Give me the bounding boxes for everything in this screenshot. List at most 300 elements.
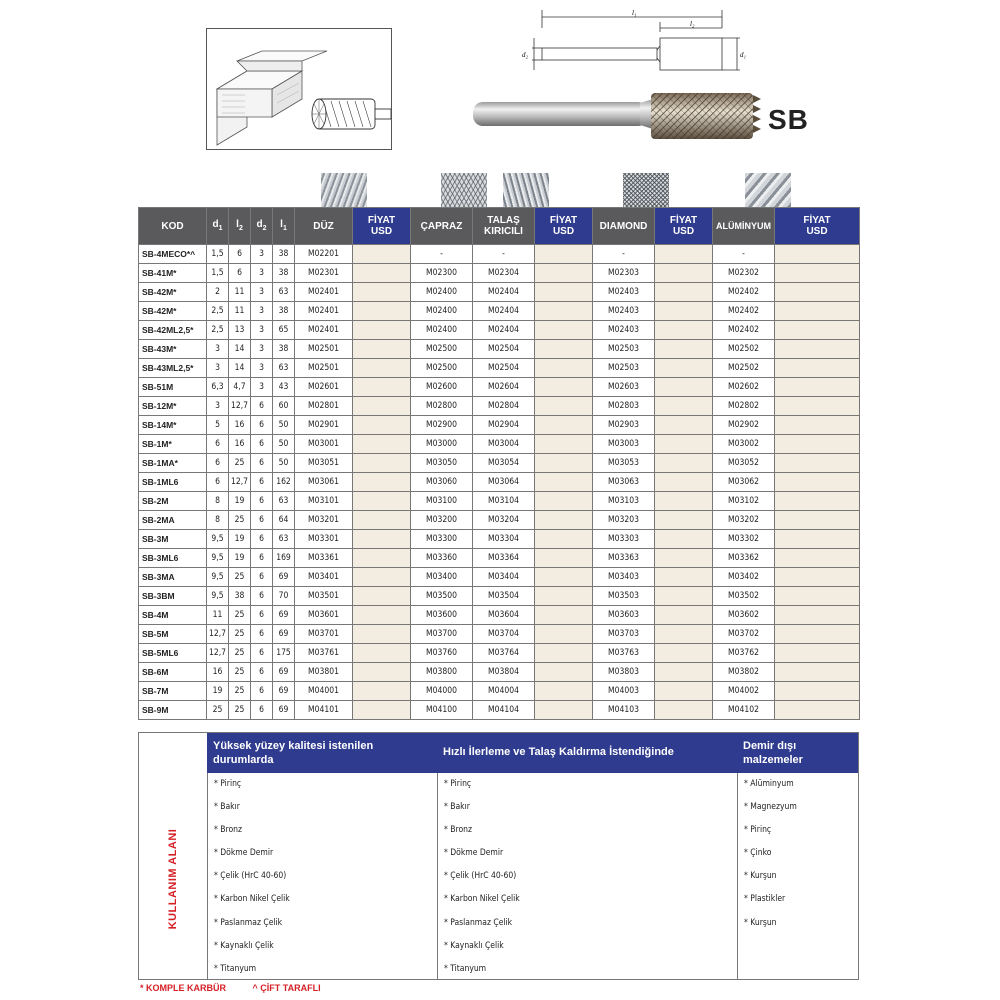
cell-capraz: M02900: [411, 416, 473, 435]
cell-kod: SB-1M*: [139, 435, 207, 454]
price-cell: [353, 264, 411, 283]
cell-diamond: M02503: [593, 359, 655, 378]
price-cell: [535, 492, 593, 511]
usage-list-item: * Çelik (HrC 40-60): [214, 871, 287, 882]
usage-list-item: * Pirinç: [444, 779, 472, 789]
cell-l1: 63: [273, 283, 295, 302]
price-cell: [353, 454, 411, 473]
cell-l2: 25: [229, 701, 251, 720]
cell-alu: M02502: [713, 359, 775, 378]
cell-l1: 65: [273, 321, 295, 340]
cell-talas: M02904: [473, 416, 535, 435]
cell-alu: M02402: [713, 283, 775, 302]
cell-d2: 3: [251, 340, 273, 359]
cell-talas: M03804: [473, 663, 535, 682]
price-cell: [353, 416, 411, 435]
cell-alu: M02802: [713, 397, 775, 416]
cell-l1: 63: [273, 492, 295, 511]
cell-talas: M02404: [473, 321, 535, 340]
cell-alu: M04102: [713, 701, 775, 720]
usage-side-label: KULLANIM ALANI: [167, 828, 179, 930]
product-title: SB: [768, 104, 809, 135]
cell-l1: 162: [273, 473, 295, 492]
cell-diamond: M03403: [593, 568, 655, 587]
price-cell: [353, 378, 411, 397]
cell-capraz: M04100: [411, 701, 473, 720]
cell-l1: 169: [273, 549, 295, 568]
cell-d1: 6: [207, 473, 229, 492]
price-cell: [655, 378, 713, 397]
duz-cut-thumbnail: [321, 173, 367, 207]
usage-list-item: * Kaynaklı Çelik: [214, 940, 274, 951]
cell-kod: SB-14M*: [139, 416, 207, 435]
cell-kod: SB-43ML2,5*: [139, 359, 207, 378]
cell-d1: 9,5: [207, 568, 229, 587]
header-aluminyum: ALÜMİNYUM: [713, 208, 775, 245]
cell-d1: 8: [207, 511, 229, 530]
cell-duz: M03601: [295, 606, 353, 625]
price-cell: [353, 530, 411, 549]
cell-talas: M03604: [473, 606, 535, 625]
cell-capraz: M02500: [411, 359, 473, 378]
price-cell: [775, 701, 860, 720]
header-d2: $d_2$: [251, 208, 273, 245]
price-cell: [353, 302, 411, 321]
header-capraz: ÇAPRAZ: [411, 208, 473, 245]
price-cell: [353, 625, 411, 644]
technical-drawing: [512, 8, 762, 78]
price-cell: [535, 283, 593, 302]
header-fiyat-usd: FİYAT USD: [655, 208, 713, 245]
footer-notes: [140, 983, 345, 993]
talas-cut-thumbnail: [503, 173, 549, 207]
cell-talas: M03004: [473, 435, 535, 454]
cell-d2: 6: [251, 416, 273, 435]
cell-l1: 64: [273, 511, 295, 530]
cell-kod: SB-7M: [139, 682, 207, 701]
table-row: [139, 378, 860, 397]
cell-capraz: M02400: [411, 321, 473, 340]
cell-capraz: M03800: [411, 663, 473, 682]
cell-d1: 6: [207, 454, 229, 473]
price-cell: [535, 302, 593, 321]
cell-talas: M02504: [473, 359, 535, 378]
cell-duz: M04101: [295, 701, 353, 720]
price-cell: [535, 606, 593, 625]
cell-kod: SB-5M: [139, 625, 207, 644]
price-cell: [535, 321, 593, 340]
cell-l2: 16: [229, 416, 251, 435]
header-fiyat-usd: FİYAT USD: [775, 208, 860, 245]
cell-l1: 38: [273, 340, 295, 359]
price-cell: [775, 492, 860, 511]
cell-d2: 6: [251, 587, 273, 606]
d1-label: d₁: [740, 51, 746, 59]
cell-alu: M03202: [713, 511, 775, 530]
cell-capraz: M03700: [411, 625, 473, 644]
cell-kod: SB-51M: [139, 378, 207, 397]
header-talas-kirici: TALAŞ KIRICILI: [473, 208, 535, 245]
cell-d1: 6,3: [207, 378, 229, 397]
price-cell: [353, 606, 411, 625]
cell-l2: 25: [229, 454, 251, 473]
cell-d2: 6: [251, 511, 273, 530]
price-cell: [353, 492, 411, 511]
price-cell: [775, 416, 860, 435]
price-cell: [535, 416, 593, 435]
table-row: [139, 454, 860, 473]
price-cell: [353, 359, 411, 378]
price-cell: [775, 435, 860, 454]
cell-d1: 2: [207, 283, 229, 302]
cell-d2: 3: [251, 302, 273, 321]
cell-l2: 16: [229, 435, 251, 454]
cell-diamond: M04103: [593, 701, 655, 720]
cell-talas: M04004: [473, 682, 535, 701]
price-cell: [655, 359, 713, 378]
cell-d1: 6: [207, 435, 229, 454]
cell-d1: 1,5: [207, 264, 229, 283]
table-row: [139, 397, 860, 416]
price-cell: [655, 473, 713, 492]
cell-diamond: M03603: [593, 606, 655, 625]
price-cell: [775, 397, 860, 416]
table-row: [139, 302, 860, 321]
price-cell: [775, 644, 860, 663]
price-cell: [775, 682, 860, 701]
cell-capraz: M03000: [411, 435, 473, 454]
cell-capraz: M03100: [411, 492, 473, 511]
cell-talas: M02804: [473, 397, 535, 416]
cell-capraz: M03050: [411, 454, 473, 473]
price-cell: [775, 283, 860, 302]
cell-alu: M03502: [713, 587, 775, 606]
cell-diamond: M03803: [593, 663, 655, 682]
cell-diamond: M02903: [593, 416, 655, 435]
cell-d1: 2,5: [207, 321, 229, 340]
cell-kod: SB-6M: [139, 663, 207, 682]
table-row: [139, 283, 860, 302]
cell-l1: 50: [273, 416, 295, 435]
cell-l2: 12,7: [229, 473, 251, 492]
cell-capraz: M02500: [411, 340, 473, 359]
usage-list-item: * Karbon Nikel Çelik: [214, 894, 290, 905]
cell-l2: 25: [229, 682, 251, 701]
table-row: [139, 492, 860, 511]
cell-l1: 63: [273, 359, 295, 378]
cell-diamond: M03703: [593, 625, 655, 644]
cell-diamond: M03763: [593, 644, 655, 663]
cell-alu: -: [713, 245, 775, 264]
cell-diamond: M02403: [593, 321, 655, 340]
price-cell: [353, 321, 411, 340]
header-l2: $l_2$: [229, 208, 251, 245]
table-row: [139, 530, 860, 549]
cell-capraz: M03760: [411, 644, 473, 663]
price-cell: [775, 511, 860, 530]
price-cell: [535, 682, 593, 701]
price-cell: [655, 454, 713, 473]
cell-l1: 60: [273, 397, 295, 416]
cell-d2: 6: [251, 530, 273, 549]
table-row: [139, 606, 860, 625]
price-cell: [775, 264, 860, 283]
price-cell: [535, 549, 593, 568]
cell-diamond: M03003: [593, 435, 655, 454]
cell-talas: M03204: [473, 511, 535, 530]
cell-capraz: M03200: [411, 511, 473, 530]
price-cell: [655, 663, 713, 682]
cell-d2: 3: [251, 321, 273, 340]
cell-duz: M02801: [295, 397, 353, 416]
price-cell: [535, 397, 593, 416]
table-row: [139, 416, 860, 435]
cell-d2: 3: [251, 359, 273, 378]
usage-list-item: * Dökme Demir: [444, 848, 504, 859]
diamond-cut-thumbnail: [623, 173, 669, 207]
table-row: [139, 549, 860, 568]
price-cell: [775, 530, 860, 549]
cell-duz: M03301: [295, 530, 353, 549]
note-cift-tarafli: ^ ÇİFT TARAFLI: [252, 983, 321, 993]
price-cell: [655, 606, 713, 625]
usage-col1-title: Yüksek yüzey kalitesi istenilen durumlarda: [207, 733, 437, 773]
cell-kod: SB-42M*: [139, 283, 207, 302]
cell-d1: 9,5: [207, 587, 229, 606]
cell-kod: SB-43M*: [139, 340, 207, 359]
cell-diamond: M03063: [593, 473, 655, 492]
cell-duz: M02401: [295, 283, 353, 302]
price-cell: [353, 644, 411, 663]
cell-diamond: M02303: [593, 264, 655, 283]
price-cell: [655, 397, 713, 416]
cell-d2: 6: [251, 454, 273, 473]
price-cell: [535, 644, 593, 663]
cell-d2: 6: [251, 568, 273, 587]
cell-l2: 25: [229, 511, 251, 530]
price-cell: [775, 454, 860, 473]
cell-talas: M02504: [473, 340, 535, 359]
cell-d2: 6: [251, 663, 273, 682]
cell-d1: 12,7: [207, 644, 229, 663]
cell-alu: M03052: [713, 454, 775, 473]
usage-col3-title: Demir dışı malzemeler: [737, 733, 858, 773]
l1-label: l₁: [632, 9, 637, 17]
cell-kod: SB-1ML6: [139, 473, 207, 492]
usage-list-item: * Paslanmaz Çelik: [444, 917, 513, 928]
cell-capraz: M03060: [411, 473, 473, 492]
cell-kod: SB-3ML6: [139, 549, 207, 568]
cell-capraz: M04000: [411, 682, 473, 701]
cell-kod: SB-12M*: [139, 397, 207, 416]
cell-alu: M03402: [713, 568, 775, 587]
cell-capraz: M02400: [411, 302, 473, 321]
usage-col1-list: [207, 773, 437, 979]
price-cell: [535, 587, 593, 606]
cell-d2: 6: [251, 644, 273, 663]
cell-alu: M03062: [713, 473, 775, 492]
price-cell: [775, 302, 860, 321]
price-cell: [655, 340, 713, 359]
cell-l2: 13: [229, 321, 251, 340]
cell-l1: 50: [273, 454, 295, 473]
price-cell: [655, 682, 713, 701]
price-cell: [775, 625, 860, 644]
price-cell: [775, 663, 860, 682]
price-cell: [775, 568, 860, 587]
cell-l1: 38: [273, 302, 295, 321]
cell-l2: 12,7: [229, 397, 251, 416]
cell-talas: M03764: [473, 644, 535, 663]
cell-kod: SB-4MECO*^: [139, 245, 207, 264]
usage-col2-list: [437, 773, 737, 979]
cell-capraz: M02300: [411, 264, 473, 283]
cell-l2: 14: [229, 359, 251, 378]
price-cell: [535, 435, 593, 454]
cell-duz: M03361: [295, 549, 353, 568]
usage-list-item: * Kurşun: [744, 917, 777, 928]
price-cell: [655, 435, 713, 454]
cell-talas: M03404: [473, 568, 535, 587]
cell-d1: 8: [207, 492, 229, 511]
cell-d2: 6: [251, 473, 273, 492]
price-cell: [655, 302, 713, 321]
header-d1: $d_1$: [207, 208, 229, 245]
cell-kod: SB-3BM: [139, 587, 207, 606]
cell-alu: M02402: [713, 302, 775, 321]
header-fiyat-usd: FİYAT USD: [535, 208, 593, 245]
cell-talas: M03054: [473, 454, 535, 473]
cell-duz: M03501: [295, 587, 353, 606]
table-row: [139, 511, 860, 530]
cell-duz: M02401: [295, 302, 353, 321]
product-image: [465, 85, 765, 155]
table-row: [139, 435, 860, 454]
cell-d1: 1,5: [207, 245, 229, 264]
cell-l1: 175: [273, 644, 295, 663]
cell-d2: 6: [251, 492, 273, 511]
price-cell: [535, 701, 593, 720]
cell-capraz: -: [411, 245, 473, 264]
cell-l2: 25: [229, 606, 251, 625]
cell-kod: SB-2MA: [139, 511, 207, 530]
price-cell: [655, 321, 713, 340]
header-l1: $l_1$: [273, 208, 295, 245]
cell-kod: SB-1MA*: [139, 454, 207, 473]
price-cell: [775, 473, 860, 492]
cell-kod: SB-41M*: [139, 264, 207, 283]
capraz-cut-thumbnail: [441, 173, 487, 207]
price-cell: [775, 549, 860, 568]
usage-list-item: * Titanyum: [214, 963, 257, 974]
price-cell: [655, 701, 713, 720]
cell-duz: M02301: [295, 264, 353, 283]
price-cell: [535, 359, 593, 378]
cell-duz: M03761: [295, 644, 353, 663]
price-cell: [775, 378, 860, 397]
cell-talas: M03704: [473, 625, 535, 644]
cell-diamond: M03503: [593, 587, 655, 606]
price-cell: [775, 587, 860, 606]
table-body: [139, 245, 860, 720]
price-cell: [535, 264, 593, 283]
table-row: [139, 264, 860, 283]
cell-alu: M02602: [713, 378, 775, 397]
cell-d1: 16: [207, 663, 229, 682]
cell-alu: M02902: [713, 416, 775, 435]
cell-talas: M02304: [473, 264, 535, 283]
usage-list-item: * Kurşun: [744, 871, 777, 882]
cell-talas: M02604: [473, 378, 535, 397]
note-komple-karbur: * KOMPLE KARBÜR: [140, 983, 227, 993]
table-row: [139, 321, 860, 340]
cell-kod: SB-42ML2,5*: [139, 321, 207, 340]
table-row: [139, 625, 860, 644]
table-header-row: [139, 208, 860, 245]
cell-alu: M02302: [713, 264, 775, 283]
table-row: [139, 359, 860, 378]
usage-list-item: * Çelik (HrC 40-60): [444, 871, 517, 882]
cell-duz: M03801: [295, 663, 353, 682]
price-cell: [655, 530, 713, 549]
header-kod: KOD: [139, 208, 207, 245]
cell-d1: 12,7: [207, 625, 229, 644]
cell-l1: 69: [273, 663, 295, 682]
cell-diamond: M03103: [593, 492, 655, 511]
usage-list-item: * Bakır: [214, 802, 240, 813]
cell-d2: 6: [251, 682, 273, 701]
d2-label: d₂: [522, 51, 528, 59]
cell-l1: 69: [273, 625, 295, 644]
price-cell: [535, 530, 593, 549]
cell-duz: M03701: [295, 625, 353, 644]
cell-d2: 6: [251, 435, 273, 454]
price-cell: [353, 473, 411, 492]
price-cell: [535, 378, 593, 397]
price-cell: [655, 644, 713, 663]
cell-l2: 4,7: [229, 378, 251, 397]
cell-alu: M03362: [713, 549, 775, 568]
cell-alu: M04002: [713, 682, 775, 701]
cell-talas: -: [473, 245, 535, 264]
cell-duz: M03101: [295, 492, 353, 511]
cell-d1: 3: [207, 397, 229, 416]
table-row: [139, 340, 860, 359]
cell-l1: 38: [273, 264, 295, 283]
cell-talas: M03304: [473, 530, 535, 549]
cell-d1: 3: [207, 359, 229, 378]
price-cell: [655, 587, 713, 606]
cell-l2: 38: [229, 587, 251, 606]
price-cell: [353, 283, 411, 302]
aluminyum-cut-thumbnail: [745, 173, 791, 207]
price-cell: [535, 473, 593, 492]
cell-l2: 25: [229, 625, 251, 644]
cell-d1: 5: [207, 416, 229, 435]
cell-diamond: M03303: [593, 530, 655, 549]
cell-alu: M03002: [713, 435, 775, 454]
cell-l2: 6: [229, 245, 251, 264]
price-cell: [353, 397, 411, 416]
cell-l2: 14: [229, 340, 251, 359]
cell-duz: M02601: [295, 378, 353, 397]
cell-alu: M03302: [713, 530, 775, 549]
cell-d2: 6: [251, 701, 273, 720]
cell-duz: M02501: [295, 359, 353, 378]
cell-kod: SB-4M: [139, 606, 207, 625]
price-cell: [535, 663, 593, 682]
cell-l2: 11: [229, 302, 251, 321]
